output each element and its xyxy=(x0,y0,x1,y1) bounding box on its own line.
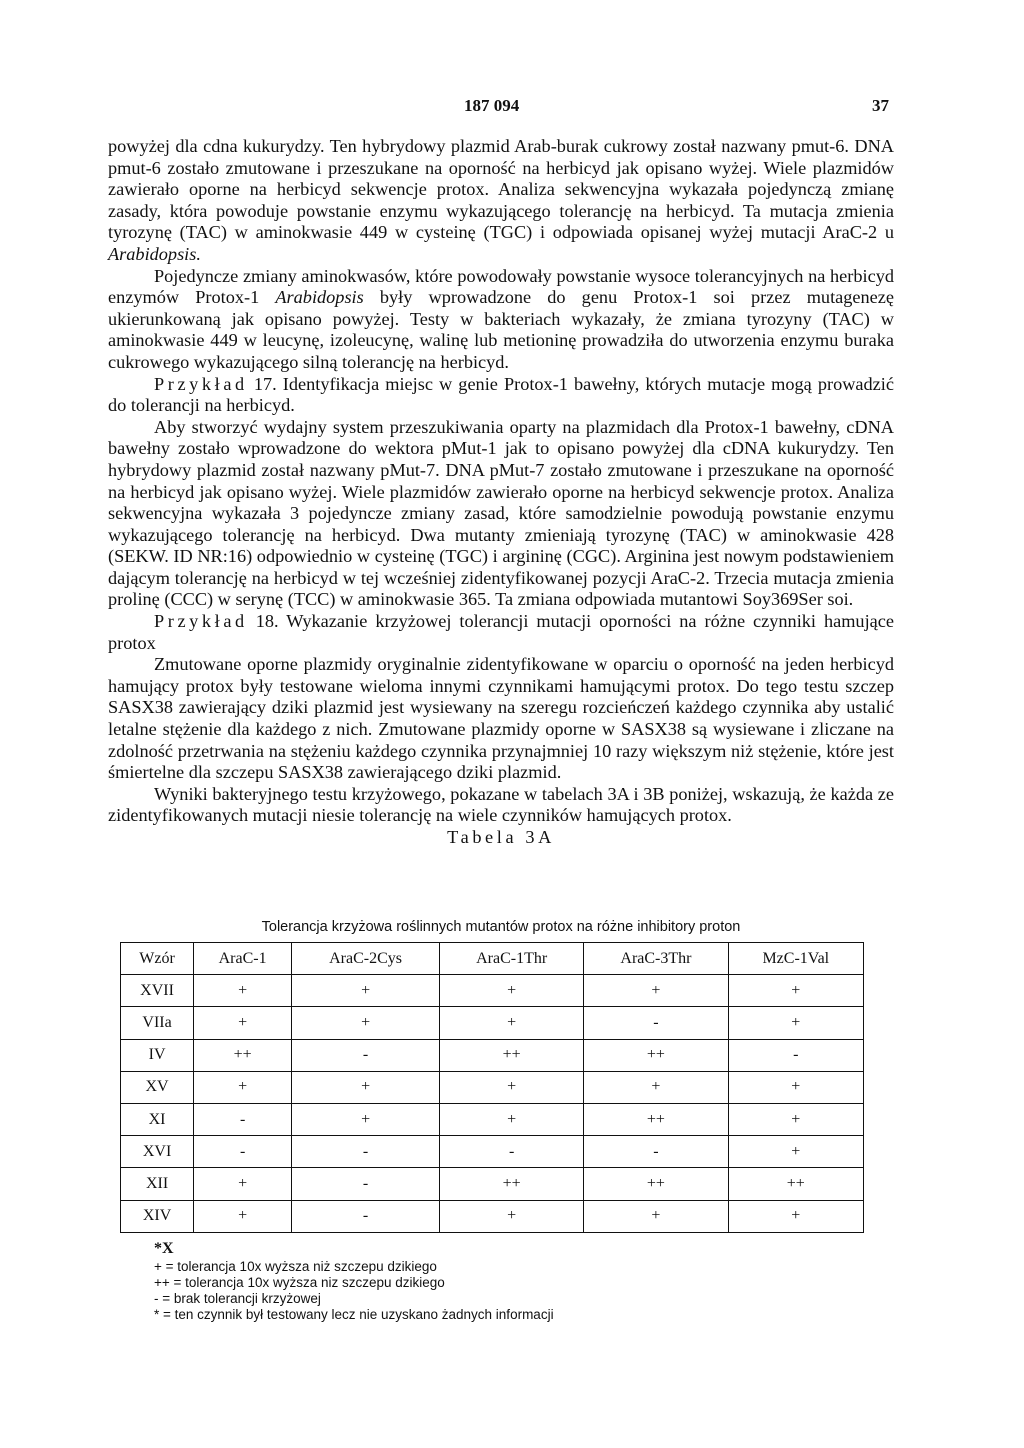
paragraph-2-text-b: były wprowadzone do genu Protox-1 soi przez mutagenezę ukierunkowaną jak opisano powyżej. Testy w bakteriach wykazały, że zmiana tyrozyny (TAC) w aminokwasie 449 w leucynę, izoleucynę, walinę lub metioninę prowadziła do utworzenia enzymu buraka cukrowego wykazującego silną tolerancję na herbicyd. xyxy=(108,287,894,372)
paragraph-5: Wyniki bakteryjnego testu krzyżowego, pokazane w tabelach 3A i 3B poniżej, wskazują, że każda ze zidentyfikowanych mutacji niesie tolerancję na wiele czynników hamujących protox. xyxy=(108,783,894,826)
table-cell: + xyxy=(292,1103,440,1135)
table-cell: XVII xyxy=(121,975,194,1007)
example-17-label: Przykład xyxy=(154,373,248,394)
table-cell: ++ xyxy=(584,1168,728,1200)
table-cell: + xyxy=(584,1071,728,1103)
table-cell: - xyxy=(194,1103,292,1135)
table-cell: + xyxy=(728,1007,863,1039)
paragraph-2 xyxy=(108,266,894,374)
header-cell: AraC-1 xyxy=(194,943,292,975)
table-cell: + xyxy=(584,1200,728,1232)
document-body xyxy=(108,136,894,849)
footnote-line: + = tolerancja 10x wyższa niż szczepu dzikiego xyxy=(154,1259,437,1274)
tolerance-table xyxy=(120,942,864,1233)
footnote-line: * = ten czynnik był testowany lecz nie uzyskano żadnych informacji xyxy=(154,1307,554,1322)
header-cell: Wzór xyxy=(121,943,194,975)
header-cell: MzC-1Val xyxy=(728,943,863,975)
table-row xyxy=(121,1039,864,1071)
paragraph-3: Aby stworzyć wydajny system przeszukiwania oparty na plazmidach dla Protox-1 bawełny, cDNA bawełny zostało wprowadzone do wektora pMut-1 jak to opisano powyżej dla cDNA kukurydzy. Ten hybrydowy plazmid został nazwany pMut-7. DNA pMut-7 zostało zmutowane i przeszukane na oporność na herbicyd jak opisano wyżej. Wiele plazmidów zawierało oporne na herbicyd sekwencje protox. Analiza sekwencyjna wykazała 3 pojedyncze zmiany zasad, które samodzielnie powodują powstanie enzymu wykazującego tolerancję na herbicyd. Dwa mutanty zmieniają tyrozynę (TAC) w aminokwasie 428 (SEKW. ID NR:16) odpowiednio w cysteinę (TGC) i argininę (CGC). Arginina jest nowym podstawieniem dającym tolerancję na herbicyd w tej wcześniej zidentyfikowanej pozycji AraC-2. Trzecia mutacja zmienia prolinę (CCC) w serynę (TCC) w aminokwasie 365. Ta zmiana odpowiada mutantowi Soy369Ser soi. xyxy=(108,416,894,610)
table-cell: ++ xyxy=(584,1103,728,1135)
table-title: Tabela 3A xyxy=(447,827,555,847)
example-17-text: 17. Identyfikacja miejsc w genie Protox-1 bawełny, których mutacje mogą prowadzić do tolerancji na herbicyd. xyxy=(108,373,894,416)
example-18-heading xyxy=(108,611,894,654)
table-cell: IV xyxy=(121,1039,194,1071)
table-cell: + xyxy=(728,1103,863,1135)
table-cell: + xyxy=(440,1007,584,1039)
table-cell: + xyxy=(440,1103,584,1135)
table-cell: - xyxy=(584,1007,728,1039)
table-cell: + xyxy=(728,975,863,1007)
table-footnotes xyxy=(154,1241,554,1323)
table-cell: + xyxy=(440,1200,584,1232)
table-cell: ++ xyxy=(584,1039,728,1071)
table-row xyxy=(121,1007,864,1039)
header-cell: AraC-3Thr xyxy=(584,943,728,975)
table-cell: ++ xyxy=(440,1168,584,1200)
header-cell: AraC-1Thr xyxy=(440,943,584,975)
table-header-row xyxy=(121,943,864,975)
table-cell: ++ xyxy=(728,1168,863,1200)
table-row xyxy=(121,1071,864,1103)
table-cell: XV xyxy=(121,1071,194,1103)
table-cell: - xyxy=(584,1136,728,1168)
table-cell: + xyxy=(194,1007,292,1039)
table-cell: ++ xyxy=(194,1039,292,1071)
page-number: 37 xyxy=(872,96,889,115)
table-cell: + xyxy=(728,1136,863,1168)
example-18-text: 18. Wykazanie krzyżowej tolerancji mutacji oporności na różne czynniki hamujące protox xyxy=(108,611,894,653)
table-cell: - xyxy=(292,1039,440,1071)
paragraph-1-text: powyżej dla cdna kukurydzy. Ten hybrydowy plazmid Arab-burak cukrowy został nazwany pmut-6. DNA pmut-6 zostało zmutowane i przeszukane na oporność na herbicyd jak opisano wyżej. Wiele plazmidów zawierało oporne na herbicyd sekwencje protox. Analiza sekwencyjna wykazała pojedynczą zmianę zasady, która powoduje powstanie enzymu wykazującego tolerancję na herbicyd. Ta mutacja zmienia tyrozynę (TAC) w aminokwasie 449 w cysteinę (TGC) i odpowiada opisanej wyżej mutacji AraC-2 u xyxy=(108,136,894,243)
table-cell: - xyxy=(292,1200,440,1232)
header-cell: AraC-2Cys xyxy=(292,943,440,975)
example-17-heading xyxy=(108,374,894,417)
table-cell: - xyxy=(440,1136,584,1168)
example-18-label: Przykład xyxy=(154,611,248,632)
table-cell: - xyxy=(292,1168,440,1200)
table-cell: + xyxy=(292,975,440,1007)
table-cell: + xyxy=(194,1168,292,1200)
table-cell: + xyxy=(194,1071,292,1103)
table-cell: XIV xyxy=(121,1200,194,1232)
paragraph-2-text-a: Pojedyncze zmiany aminokwasów, które powodowały powstanie wysoce tolerancyjnych na herbicyd enzymów Protox-1 xyxy=(108,265,894,308)
table-row xyxy=(121,975,864,1007)
paragraph-2-italic: Arabidopsis xyxy=(275,287,364,308)
paragraph-1 xyxy=(108,136,894,266)
footnote-star-x: *X xyxy=(154,1240,174,1257)
table-cell: + xyxy=(292,1007,440,1039)
table-cell: + xyxy=(194,975,292,1007)
table-cell: + xyxy=(440,1071,584,1103)
table-cell: - xyxy=(194,1136,292,1168)
table-cell: + xyxy=(440,975,584,1007)
table-cell: - xyxy=(292,1136,440,1168)
paragraph-4: Zmutowane oporne plazmidy oryginalnie zidentyfikowane w oparciu o oporność na jeden herbicyd hamujący protox były testowane wieloma innymi czynnikami hamującymi protox. Do tego testu szczep SASX38 zawierający dziki plazmid jest wysiewany na szeregu rozcieńczeń każdego czynnika aby ustalić letalne stężenie dla każdego z nich. Zmutowane plazmidy oporne w SASX38 są wysiewane i zliczane na zdolność przetrwania na stężeniu każdego czynnika przynajmniej 10 razy większym niż stężenie, które jest śmiertelne dla szczepu SASX38 zawierającego dziki plazmid. xyxy=(108,654,894,783)
table-row xyxy=(121,1103,864,1135)
footnote-line: - = brak tolerancji krzyżowej xyxy=(154,1291,321,1306)
table-cell: XI xyxy=(121,1103,194,1135)
table-cell: - xyxy=(728,1039,863,1071)
table-cell: + xyxy=(728,1200,863,1232)
paragraph-1-italic: Arabidopsis. xyxy=(108,243,201,264)
table-cell: ++ xyxy=(440,1039,584,1071)
table-row xyxy=(121,1136,864,1168)
table-cell: + xyxy=(194,1200,292,1232)
table-cell: VIIa xyxy=(121,1007,194,1039)
table-cell: XVI xyxy=(121,1136,194,1168)
table-cell: XII xyxy=(121,1168,194,1200)
table-row xyxy=(121,1168,864,1200)
table-row xyxy=(121,1200,864,1232)
patent-number: 187 094 xyxy=(464,96,520,115)
table-caption: Tolerancja krzyżowa roślinnych mutantów protox na różne inhibitory proton xyxy=(261,919,741,935)
table-cell: + xyxy=(728,1071,863,1103)
footnote-line: ++ = tolerancja 10x wyższa niz szczepu dzikiego xyxy=(154,1275,445,1290)
table-cell: + xyxy=(292,1071,440,1103)
table-cell: + xyxy=(584,975,728,1007)
